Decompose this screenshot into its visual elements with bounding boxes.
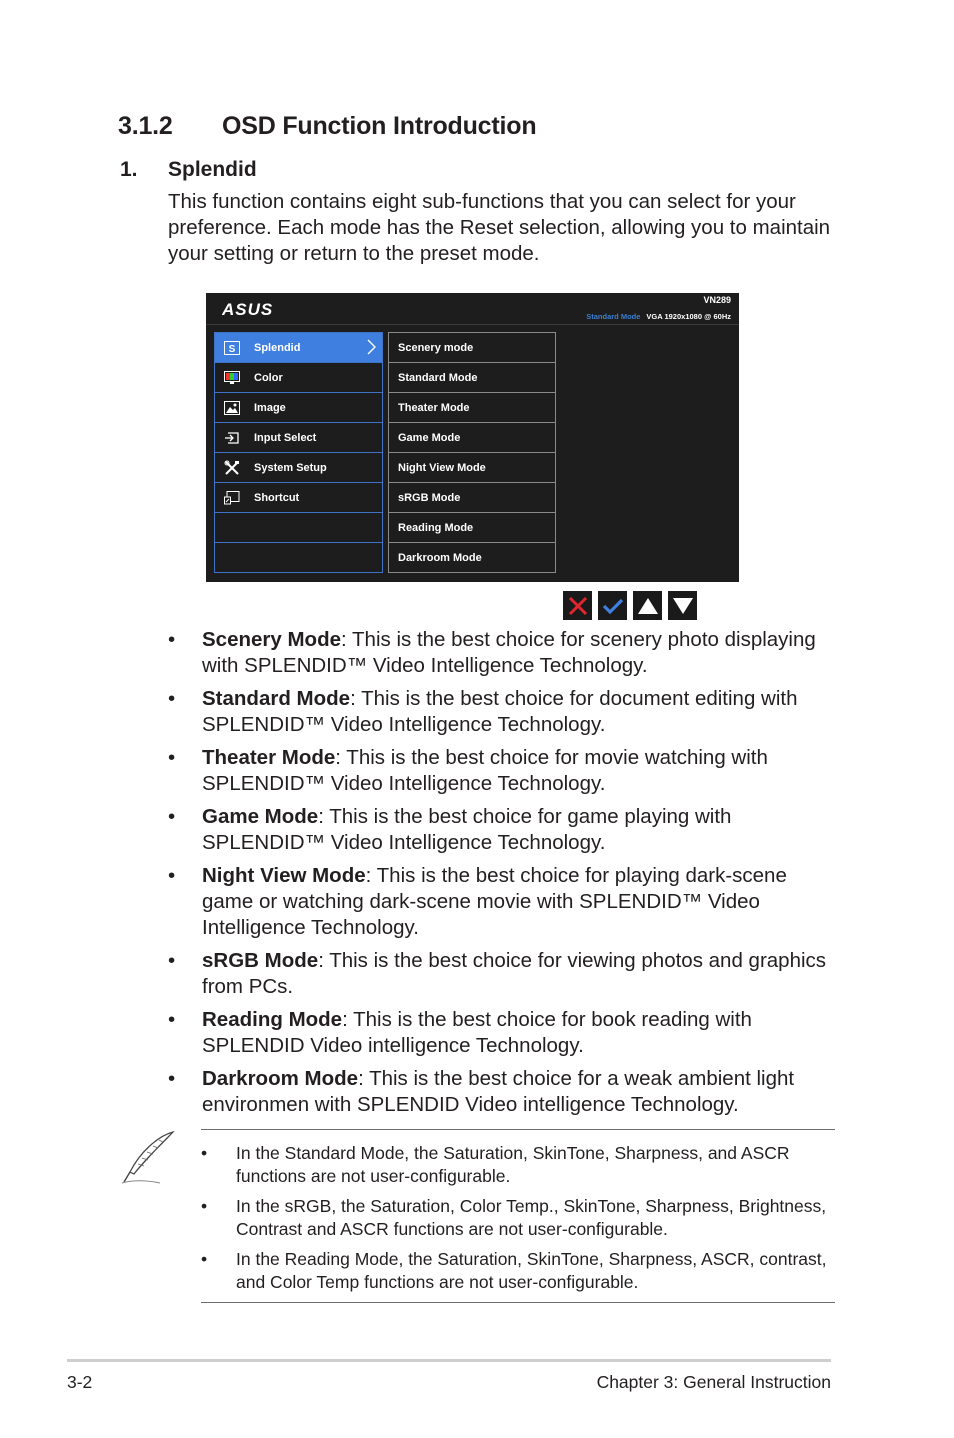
submenu-item-theater[interactable]: Theater Mode [389,393,555,423]
list-item [168,863,838,941]
menu-item-label: Image [254,401,286,414]
mode-name: sRGB Mode [202,949,319,972]
section-number: 3.1.2 [118,112,173,140]
mode-desc: : This is the best choice for playing dark-scene game or watching dark-scene movie with SPLENDID™ Video Intelligence Technology. [202,864,787,939]
menu-item-label: Color [254,371,283,384]
menu-item-label: Splendid [254,341,301,354]
menu-item-color[interactable] [215,363,382,393]
list-item [201,1248,831,1294]
list-item [168,686,838,738]
osd-status-input: VGA 1920x1080 @ 60Hz [646,312,731,321]
list-item [168,745,838,797]
bullet: • [201,1196,208,1216]
close-icon [567,595,589,617]
note-top-rule [201,1129,835,1130]
mode-desc: : This is the best choice for scenery photo displaying with SPLENDID™ Video Intelligence Technology. [202,628,816,677]
close-button[interactable] [563,591,592,620]
bullet: • [168,864,176,887]
mode-name: Game Mode [202,805,319,828]
bullet: • [201,1143,208,1163]
up-button[interactable] [633,591,662,620]
mode-name: Theater Mode [202,746,336,769]
submenu-item-darkroom[interactable]: Darkroom Mode [389,543,555,573]
note-text: In the sRGB, the Saturation, Color Temp., SkinTone, Sharpness, Brightness, Contrast and ASCR functions are not user-configurable. [236,1196,827,1239]
note-list [201,1142,831,1301]
osd-submenu [388,332,556,573]
svg-text:S: S [228,343,236,355]
submenu-item-srgb[interactable]: sRGB Mode [389,483,555,513]
mode-desc: : This is the best choice for document editing with SPLENDID™ Video Intelligence Technology. [202,687,798,736]
asus-logo [222,301,288,322]
arrow-up-icon [637,595,659,617]
confirm-button[interactable] [598,591,627,620]
down-button[interactable] [668,591,697,620]
bullet: • [201,1249,208,1269]
menu-item-label: System Setup [254,461,327,474]
footer-rule [67,1359,831,1362]
shortcut-icon [223,489,241,507]
bullet: • [168,805,176,828]
menu-item-image[interactable] [215,393,382,423]
submenu-item-scenery[interactable]: Scenery mode [389,333,555,363]
submenu-item-standard[interactable]: Standard Mode [389,363,555,393]
note-text: In the Standard Mode, the Saturation, SkinTone, Sharpness, and ASCR functions are not user-configurable. [236,1143,790,1186]
item-heading [120,158,257,182]
section-title [118,112,536,141]
check-icon [602,595,624,617]
mode-list [168,627,838,1125]
menu-item-empty [215,543,382,573]
osd-main-menu [214,332,383,573]
list-item [168,948,838,1000]
submenu-item-game[interactable]: Game Mode [389,423,555,453]
osd-model: VN289 [703,295,731,305]
mode-name: Darkroom Mode [202,1067,359,1090]
mode-desc: : This is the best choice for a weak ambient light environmen with SPLENDID Video intelligence Technology. [202,1067,795,1116]
bullet: • [168,746,176,769]
menu-item-label: Input Select [254,431,317,444]
menu-item-input-select[interactable] [215,423,382,453]
list-item [168,1007,838,1059]
asus-logo-text: ASUS [222,301,274,317]
note-text: In the Reading Mode, the Saturation, SkinTone, Sharpness, ASCR, contrast, and Color Temp functions are not user-configurable. [236,1249,827,1292]
note-pen-icon [118,1128,178,1193]
chevron-right-icon [366,339,376,358]
mode-name: Reading Mode [202,1008,343,1031]
mode-desc: : This is the best choice for game playing with SPLENDID™ Video Intelligence Technology. [202,805,732,854]
color-icon [223,369,241,387]
note-bottom-rule [201,1302,835,1303]
menu-item-shortcut[interactable] [215,483,382,513]
menu-item-splendid[interactable] [215,333,382,363]
arrow-down-icon [672,595,694,617]
mode-name: Night View Mode [202,864,366,887]
item-title: Splendid [168,158,257,181]
mode-name: Standard Mode [202,687,351,710]
list-item [168,1066,838,1118]
menu-item-label: Shortcut [254,491,300,504]
input-select-icon [223,429,241,447]
bullet: • [168,628,176,651]
osd-screenshot [206,293,739,582]
image-icon [223,399,241,417]
osd-divider [206,324,739,325]
menu-item-empty [215,513,382,543]
mode-desc: : This is the best choice for book reading with SPLENDID Video intelligence Technology. [202,1008,752,1057]
item-number: 1. [120,158,138,181]
splendid-icon [223,339,241,357]
mode-desc: : This is the best choice for viewing photos and graphics from PCs. [202,949,827,998]
list-item [201,1142,831,1188]
system-setup-icon [223,459,241,477]
bullet: • [168,949,176,972]
osd-button-bar [563,591,697,620]
osd-status-mode: Standard Mode [586,312,641,321]
osd-status [586,312,731,321]
bullet: • [168,1067,176,1090]
list-item [201,1195,831,1241]
menu-item-system-setup[interactable] [215,453,382,483]
page-number: 3-2 [67,1372,93,1392]
submenu-item-reading[interactable]: Reading Mode [389,513,555,543]
chapter-label: Chapter 3: General Instruction [596,1372,831,1392]
submenu-item-night-view[interactable]: Night View Mode [389,453,555,483]
mode-desc: : This is the best choice for movie watching with SPLENDID™ Video Intelligence Technology. [202,746,768,795]
list-item [168,804,838,856]
section-title-text: OSD Function Introduction [222,112,537,140]
intro-paragraph: This function contains eight sub-functions that you can select for your preference. Each mode has the Reset selection, allowing you to maintain your setting or return to the preset mode. [168,190,831,265]
bullet: • [168,687,176,710]
bullet: • [168,1008,176,1031]
list-item [168,627,838,679]
mode-name: Scenery Mode [202,628,341,651]
